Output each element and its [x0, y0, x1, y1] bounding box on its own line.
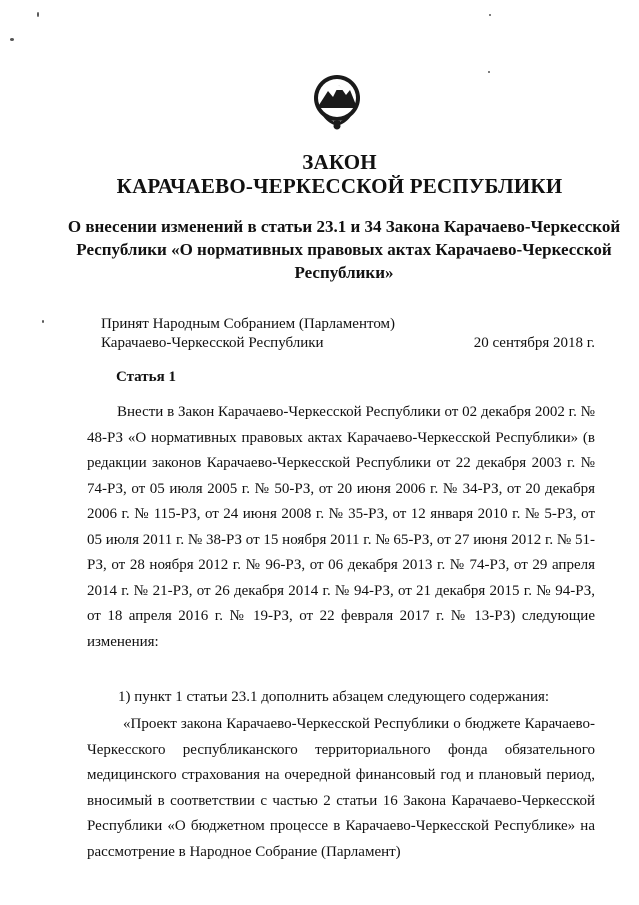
adoption-line-2: Карачаево-Черкесской Республики	[101, 335, 324, 351]
coat-of-arms-icon	[306, 71, 368, 133]
scan-speck	[489, 14, 491, 16]
republic-title: КАРАЧАЕВО-ЧЕРКЕССКОЙ РЕСПУБЛИКИ	[116, 174, 563, 198]
adoption-line-1: Принят Народным Собранием (Парламентом)	[101, 316, 396, 332]
adoption-date: 20 сентября 2018 г.	[473, 335, 595, 351]
law-subtitle: О внесении изменений в статьи 23.1 и 34 Закона Карачаево-Черкесской Республики «О нормативных правовых актах Карачаево-Черкесской Республики»	[67, 217, 621, 282]
article-paragraph: Внести в Закон Карачаево-Черкесской Республики от 02 декабря 2002 г. № 48-РЗ «О нормативных правовых актах Карачаево-Черкесской Республики» (в редакции законов Карачаево-Черкесской Республики от 22 декабря 2003 г. № 74-РЗ, от 05 июля 2005 г. № 50-РЗ, от 20 июня 2006 г. № 34-РЗ, от 20 декабря 2006 г. № 115-РЗ, от 24 июня 2008 г. № 35-РЗ, от 12 января 2010 г. № 5-РЗ, от 05 июля 2011 г. № 38-РЗ от 15 ноября 2011 г. № 65-РЗ, от 27 июня 2012 г. № 51-РЗ, от 28 ноября 2012 г. № 96-РЗ, от 06 декабря 2013 г. № 74-РЗ, от 29 апреля 2014 г. № 21-РЗ, от 26 декабря 2014 г. № 94-РЗ, от 21 декабря 2015 г. № 94-РЗ, от 18 апреля 2016 г. № 19-РЗ, от 22 февраля 2017 г. № 13-РЗ) следующие изменения:	[87, 404, 595, 650]
amendment-text: «Проект закона Карачаево-Черкесской Республики о бюджете Карачаево-Черкесского республиканского территориального фонда обязательного медицинского страхования на очередной финансовый год и плановый период, вносимый в соответствии с частью 2 статьи 16 Закона Карачаево-Черкесской Республики «О бюджетном процессе в Карачаево-Черкесской Республике» на рассмотрение в Народное Собрание (Парламент)	[87, 716, 595, 860]
scan-speck	[10, 38, 14, 41]
amendment-item: 1) пункт 1 статьи 23.1 дополнить абзацем следующего содержания:	[118, 689, 550, 705]
article-heading: Статья 1	[116, 369, 176, 385]
scan-speck	[42, 320, 44, 323]
scan-speck	[488, 71, 490, 73]
scan-speck	[37, 12, 39, 17]
law-title: ЗАКОН	[302, 150, 377, 174]
